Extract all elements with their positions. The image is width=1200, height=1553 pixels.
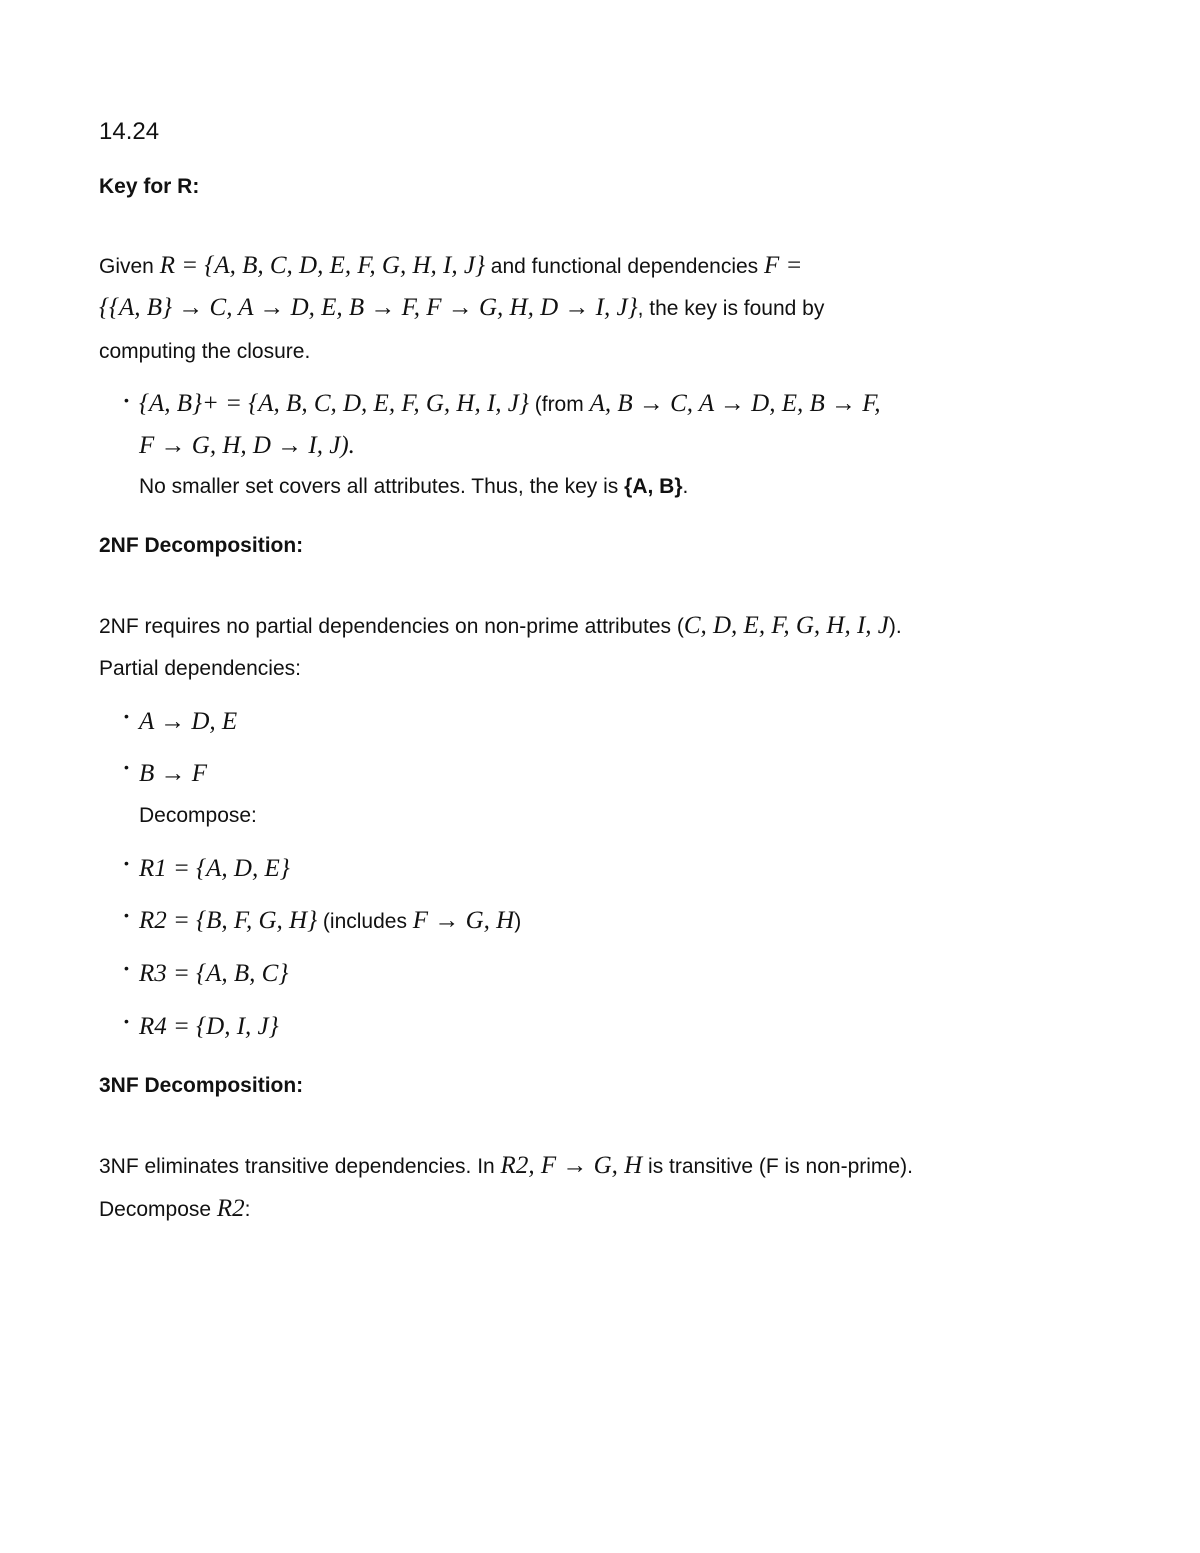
key-heading: Key for R: [99,175,200,198]
relation-r2-line [139,907,521,935]
partial-dependency-item: B → F [139,760,208,787]
relation-r3: R3 = {A, B, C} [139,960,289,987]
text: (from [528,393,590,416]
key-conclusion [139,475,688,499]
nf3-paragraph-line-1 [99,1152,913,1180]
math-transitive: R2, F → G, H [500,1152,643,1179]
partial-dependency-item: A → D, E [139,708,238,735]
key-result: {A, B} [624,475,683,498]
bullet-dot: • [124,759,129,775]
text: ) [514,910,522,933]
math-relation-r: R = {A, B, C, D, E, F, G, H, I, J} [159,252,485,279]
closure-line-1 [139,390,881,418]
nf3-heading: 3NF Decomposition: [99,1074,304,1097]
math-non-prime: C, D, E, F, G, H, I, J [683,612,889,639]
relation-r4: R4 = {D, I, J} [139,1013,279,1040]
math-closure-fds: A, B → C, A → D, E, B → F, [589,390,881,417]
key-paragraph-line-2 [99,294,824,322]
bullet-dot: • [124,1013,129,1029]
key-paragraph-line-1 [99,252,802,280]
problem-number: 14.24 [99,118,160,145]
text: : [244,1198,251,1221]
math-closure: {A, B}+ = {A, B, C, D, E, F, G, H, I, J} [139,390,529,417]
math-r2: R2 [216,1195,245,1222]
text: and functional dependencies [484,255,765,278]
text: No smaller set covers all attributes. Thus, the key is [139,475,625,498]
closure-line-2: F → G, H, D → I, J). [139,432,355,459]
nf2-paragraph-line-2: Partial dependencies: [99,657,301,680]
relation-r2: R2 = {B, F, G, H} [139,907,318,934]
text: 3NF eliminates transitive dependencies. In [99,1155,501,1178]
nf2-paragraph-line-1 [99,612,902,640]
text: ). [888,615,902,638]
text: , the key is found by [637,297,825,320]
decompose-label: Decompose: [139,804,257,827]
bullet-dot: • [124,855,129,871]
bullet-dot: • [124,392,129,408]
nf2-heading: 2NF Decomposition: [99,534,304,557]
math-fd-set: {{A, B} → C, A → D, E, B → F, F → G, H, D → I, J} [99,294,638,321]
text: . [682,475,689,498]
text: Decompose [99,1198,217,1221]
text: (includes [317,910,413,933]
bullet-dot: • [124,960,129,976]
nf3-paragraph-line-2 [99,1195,251,1223]
text: is transitive (F is non-prime). [642,1155,913,1178]
text: Given [99,255,160,278]
text: 2NF requires no partial dependencies on non-prime attributes ( [99,615,684,638]
bullet-dot: • [124,907,129,923]
relation-r1: R1 = {A, D, E} [139,855,290,882]
key-paragraph-line-3: computing the closure. [99,340,311,363]
bullet-dot: • [124,708,129,724]
math-fd-set-label: F = [764,252,803,279]
math-r2-fd: F → G, H [412,907,515,934]
